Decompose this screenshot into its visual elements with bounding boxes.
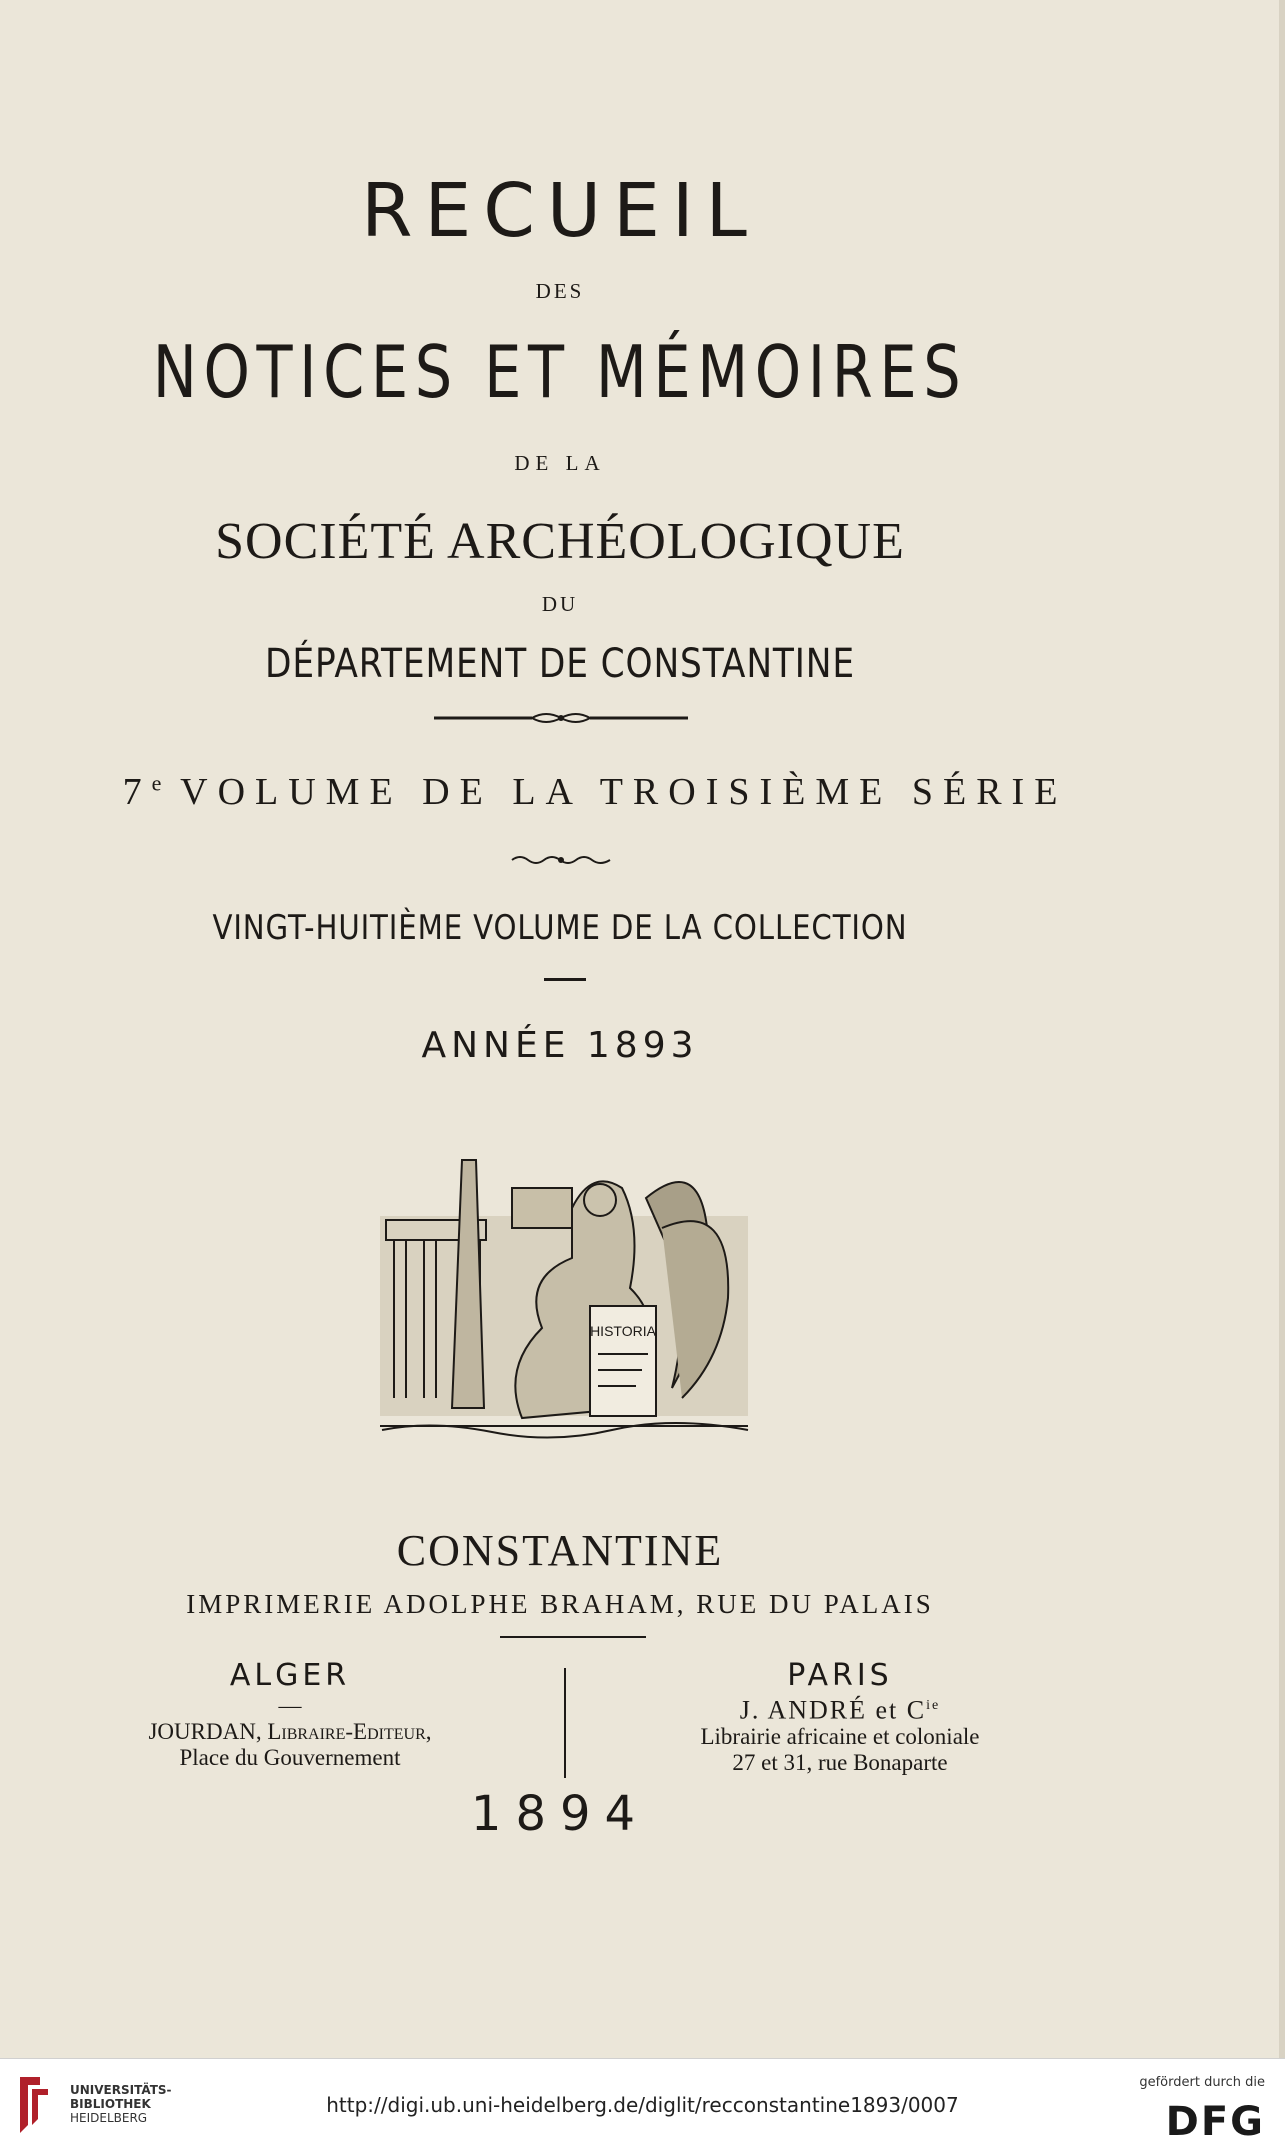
small-ornament — [510, 852, 612, 868]
jourdan-name: JOURDAN, — [148, 1719, 268, 1744]
ornamental-rule — [434, 708, 688, 728]
andre-line — [660, 1693, 1020, 1724]
short-rule — [544, 978, 586, 981]
viewer-footer — [0, 2058, 1285, 2156]
volume-superscript: e — [151, 770, 162, 796]
column-divider — [564, 1668, 566, 1778]
page-edge — [1279, 0, 1285, 2058]
societe-heading: SOCIÉTÉ ARCHÉOLOGIQUE — [215, 513, 905, 570]
andre-superscript: ie — [926, 1698, 941, 1713]
printer-rule — [500, 1636, 646, 1638]
library-line3: HEIDELBERG — [70, 2111, 148, 2125]
funding-caption: gefördert durch die — [1139, 2075, 1265, 2090]
year-of-volume: ANNÉE 1893 — [421, 1025, 699, 1066]
andre-line1: Librairie africaine et coloniale — [700, 1723, 980, 1749]
library-line1: UNIVERSITÄTS- — [70, 2083, 172, 2097]
alger-heading: ALGER — [229, 1658, 351, 1693]
departement-heading: DÉPARTEMENT DE CONSTANTINE — [265, 641, 855, 687]
city-heading: CONSTANTINE — [396, 1526, 724, 1575]
document-title: RECUEIL — [361, 168, 759, 254]
volume-number: 7 — [122, 771, 152, 813]
vignette-inscription: HISTORIA — [590, 1323, 656, 1339]
paris-heading: PARIS — [787, 1658, 893, 1693]
paris-column — [660, 1658, 1020, 1776]
du-line: DU — [541, 592, 579, 616]
permalink-url[interactable]: http://digi.ub.uni-heidelberg.de/diglit/recconstantine1893/0007 — [326, 2093, 959, 2117]
andre-name: J. ANDRÉ et C — [739, 1695, 927, 1725]
historia-vignette — [372, 1158, 754, 1444]
de-la-line: DE LA — [514, 451, 606, 475]
notices-heading: NOTICES ET MÉMOIRES — [152, 330, 968, 414]
volume-text: VOLUME DE LA TROISIÈME SÉRIE — [161, 771, 1068, 813]
dfg-logo[interactable]: DFG — [1165, 2099, 1265, 2145]
printer-line: IMPRIMERIE ADOLPHE BRAHAM, RUE DU PALAIS — [186, 1589, 934, 1619]
des-line: DES — [535, 279, 585, 303]
alger-column — [90, 1658, 490, 1771]
library-line2: BIBLIOTHEK — [70, 2097, 151, 2111]
jourdan-line — [90, 1719, 490, 1745]
collection-line: VINGT-HUITIÈME VOLUME DE LA COLLECTION — [212, 908, 908, 948]
alger-dash: — — [278, 1693, 302, 1718]
jourdan-address: Place du Gouvernement — [179, 1745, 401, 1770]
jourdan-role: Libraire-Editeur, — [267, 1719, 432, 1744]
publication-year: 1894 — [470, 1786, 650, 1842]
andre-line2: 27 et 31, rue Bonaparte — [732, 1749, 948, 1775]
volume-line — [95, 770, 1095, 814]
